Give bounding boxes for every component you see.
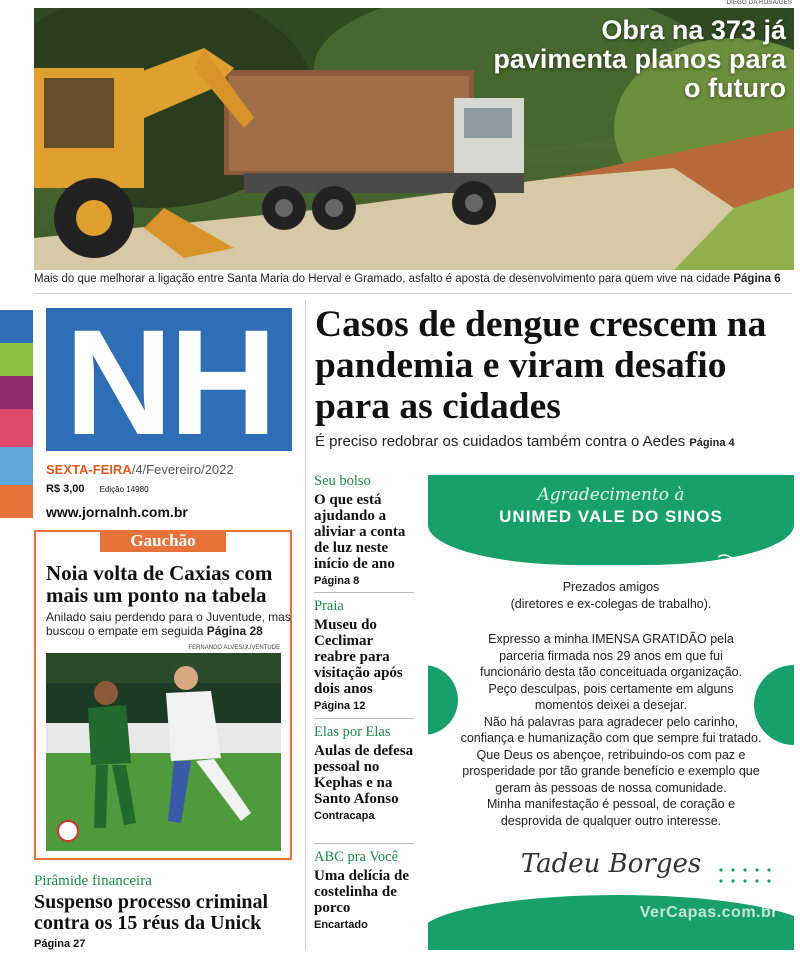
price: R$ 3,00 bbox=[46, 483, 85, 495]
main-subhead-text: É preciso redobrar os cuidados também contra o Aedes bbox=[315, 433, 686, 450]
ad-body-line: Não há palavras para agradecer pelo carinho, bbox=[483, 714, 739, 729]
color-stripe-purple bbox=[0, 376, 33, 409]
gaucho-headline[interactable]: Noia volta de Caxias com mais um ponto na tabela bbox=[46, 561, 273, 607]
hero-title[interactable]: Obra na 373 já pavimenta planos para o futuro bbox=[493, 15, 786, 103]
ad-greeting-line: (diretores e ex-colegas de trabalho). bbox=[510, 597, 712, 611]
ad-body-line: desprovida de qualquer outro interesse. bbox=[500, 813, 722, 828]
side-page[interactable]: Encartado bbox=[314, 919, 368, 931]
gaucho-subhead bbox=[46, 610, 291, 638]
gaucho-photo-credit: FERNANDO ALVES/JUVENTUDE bbox=[188, 645, 280, 651]
main-subhead bbox=[315, 433, 735, 450]
watermark: VerCapas.com.br bbox=[639, 904, 778, 921]
hero-photo[interactable] bbox=[34, 8, 794, 270]
ad-greeting bbox=[428, 579, 794, 613]
gaucho-page[interactable]: Página 28 bbox=[206, 624, 263, 638]
ad-body-line: confiança e humanização com que sempre fui tratado. bbox=[460, 731, 762, 745]
unimed-ad[interactable] bbox=[428, 475, 794, 950]
side-page[interactable]: Contracapa bbox=[314, 810, 375, 822]
ad-body-line: parceria firmada nos 29 anos em que fui bbox=[499, 648, 723, 663]
masthead-logo[interactable] bbox=[46, 308, 292, 451]
color-stripe-pink bbox=[0, 409, 33, 447]
side-kicker: Seu bolso bbox=[314, 473, 371, 489]
piramide-headline[interactable]: Suspenso processo criminal contra os 15 réus da Unick bbox=[34, 891, 269, 934]
dateline bbox=[46, 462, 234, 477]
color-stripe-lightblue bbox=[0, 447, 33, 485]
side-headline[interactable]: Uma delícia de costelinha de porco bbox=[314, 868, 409, 916]
main-page[interactable]: Página 4 bbox=[689, 437, 735, 449]
hero-caption bbox=[34, 273, 794, 285]
column-divider bbox=[305, 300, 306, 950]
hero-photo-credit: DIEGO DA ROSA/GES bbox=[726, 0, 792, 6]
ad-body-line: prosperidade por tão grande benefício e exemplo que bbox=[462, 764, 760, 778]
soccer-photo-illustration bbox=[46, 653, 281, 851]
piramide-page[interactable]: Página 27 bbox=[34, 938, 86, 950]
ad-body-line: funcionário desta tão conceituada organização. bbox=[480, 665, 742, 679]
side-item[interactable] bbox=[314, 473, 414, 587]
color-stripe-green bbox=[0, 343, 33, 376]
side-kicker: Elas por Elas bbox=[314, 724, 391, 740]
ad-body-line: geram às pessoas de nossa comunidade. bbox=[495, 780, 727, 795]
ad-body-line: Que Deus os abençoe, retribuindo-os com paz e bbox=[476, 747, 746, 762]
side-divider bbox=[314, 718, 414, 719]
gaucho-section-tag: Gauchão bbox=[100, 530, 226, 552]
side-page[interactable]: Página 8 bbox=[314, 575, 360, 587]
gaucho-subhead-text: Anilado saiu perdendo para o Juventude, mas buscou o empate em seguida bbox=[46, 610, 291, 638]
side-kicker: Praia bbox=[314, 598, 344, 614]
side-kicker: ABC pra Você bbox=[314, 849, 399, 865]
hero-caption-text: Mais do que melhorar a ligação entre Santa Maria do Herval e Gramado, asfalto é aposta de desenvolvimento para quem vive na cidade bbox=[34, 273, 731, 285]
website-link[interactable]: www.jornalnh.com.br bbox=[46, 504, 188, 520]
price-line bbox=[46, 483, 149, 495]
ad-body-line: Minha manifestação é pessoal, de coração e bbox=[486, 797, 736, 811]
side-item[interactable] bbox=[314, 598, 414, 712]
date: /4/Fevereiro/2022 bbox=[131, 462, 234, 477]
wave-icon bbox=[718, 553, 768, 561]
hero-caption-page[interactable]: Página 6 bbox=[733, 273, 781, 285]
ad-body bbox=[428, 631, 794, 829]
side-divider bbox=[314, 843, 414, 844]
side-headline[interactable]: O que está ajudando a aliviar a conta de luz neste início de ano bbox=[314, 492, 406, 572]
side-page[interactable]: Página 12 bbox=[314, 700, 366, 712]
ad-script-title: Agradecimento à bbox=[537, 485, 685, 505]
color-stripe-orange bbox=[0, 485, 33, 518]
logo-text: NH bbox=[64, 308, 274, 451]
side-headline[interactable]: Museu do Ceclimar reabre para visitação após dois anos bbox=[314, 617, 403, 697]
ad-greeting-line: Prezados amigos bbox=[562, 580, 660, 594]
side-item[interactable] bbox=[314, 724, 414, 822]
side-item[interactable] bbox=[314, 849, 414, 931]
ad-company-name: UNIMED VALE DO SINOS bbox=[499, 507, 723, 526]
color-stripe-blue bbox=[0, 310, 33, 343]
side-headline[interactable]: Aulas de defesa pessoal no Kephas e na Santo Afonso bbox=[314, 743, 414, 807]
edition-number: Edição 14980 bbox=[99, 485, 149, 494]
main-headline[interactable]: Casos de dengue crescem na pandemia e viram desafio para as cidades bbox=[315, 304, 767, 427]
gaucho-story-box[interactable] bbox=[34, 530, 292, 860]
side-divider bbox=[314, 592, 414, 593]
ad-body-line: momentos deixei a desejar. bbox=[534, 698, 688, 712]
piramide-kicker: Pirâmide financeira bbox=[34, 873, 152, 889]
dots-pattern-icon bbox=[718, 867, 778, 897]
day-of-week: SEXTA-FEIRA bbox=[46, 462, 132, 477]
ad-signature: Tadeu Borges bbox=[520, 849, 702, 879]
divider bbox=[34, 293, 792, 294]
ad-body-line: Peço desculpas, pois certamente em alguns bbox=[488, 681, 734, 696]
gaucho-photo[interactable] bbox=[46, 653, 281, 851]
ad-body-line: Expresso a minha IMENSA GRATIDÃO pela bbox=[488, 632, 734, 646]
